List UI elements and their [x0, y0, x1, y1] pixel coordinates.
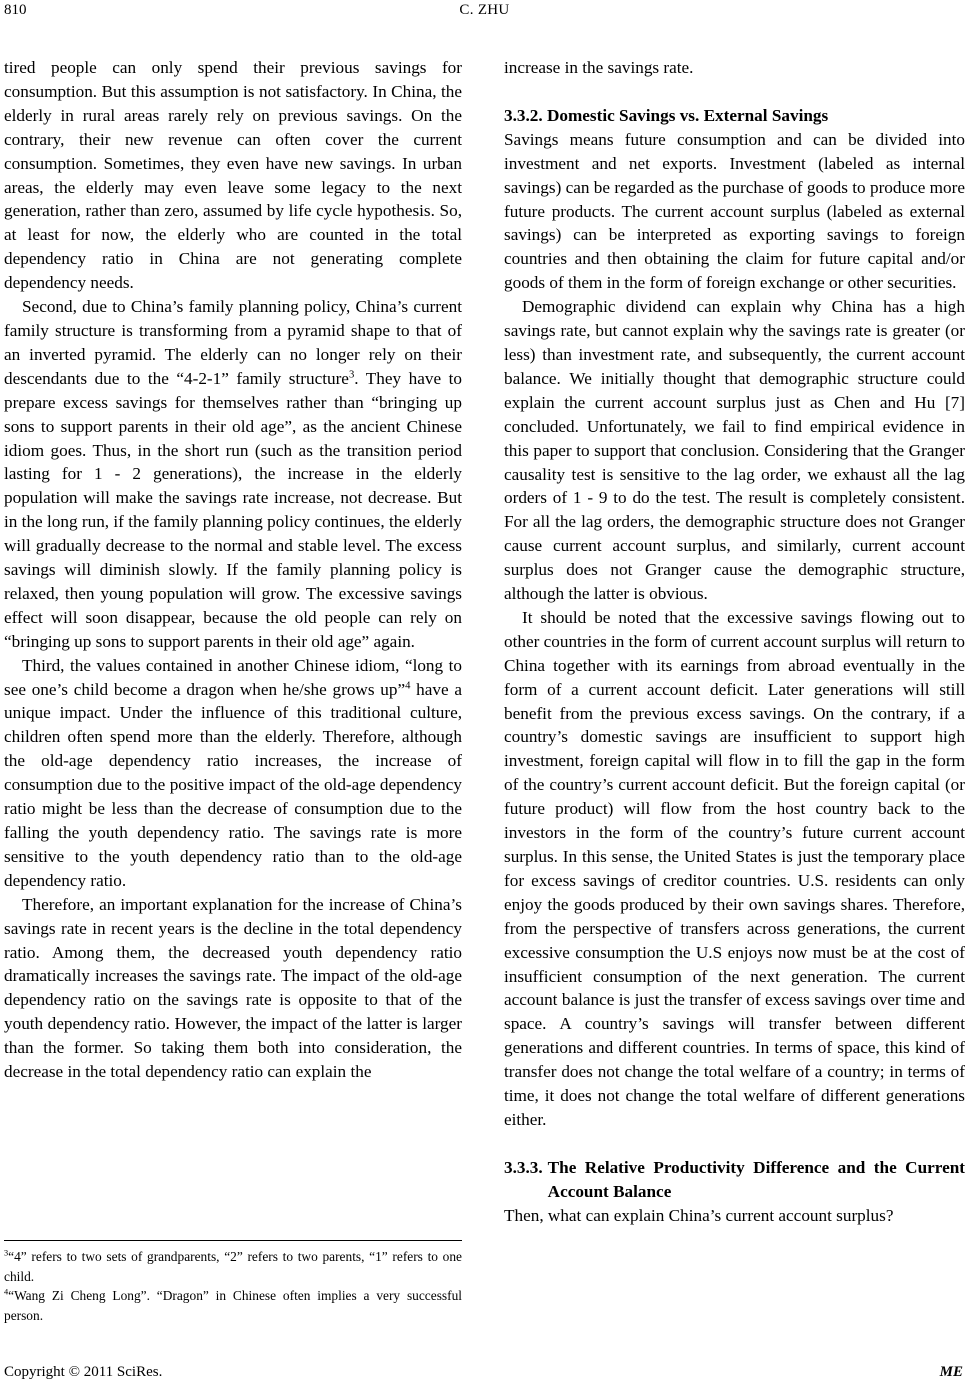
- section-heading-3-3-3: [504, 1156, 965, 1204]
- paragraph-text: Third, the values contained in another Chinese idiom, “long to see one’s child become a dragon when he/she grows up”: [4, 655, 462, 699]
- footnote-4-text: “Wang Zi Cheng Long”. “Dragon” in Chinese often implies a very successful person.: [4, 1288, 462, 1323]
- paragraph-savings: Savings means future consumption and can be divided into investment and net exports. Investment (labeled as internal savings) can be regarded as the purchase of goods to produce more future products. The current account surplus (labeled as external savings) can be interpreted as exporting savings to foreign countries and then obtaining the claim for future capital and/or goods of them in the form of foreign exchange or other securities.: [504, 129, 965, 293]
- paragraph-demographic: Demographic dividend can explain why China has a high savings rate, but cannot explain why the savings rate is greater (or less) than investment rate, and subsequently, the current account balance. We initially thought that demographic structure could explain the current account surplus just as Chen and Hu [7] concluded. Unfortunately, we fail to find empirical evidence in this paper to support that conclusion. Considering that the Granger causality test is sensitive to the lag order, we exhaust all the lag orders of 1 - 9 to do the test. The result is completely consistent. For all the lag orders, the demographic structure does not Granger cause current account surplus, and similarly, current account surplus does not Granger cause the demographic structure, although the latter is obvious.: [504, 297, 965, 604]
- footnote-marker-3: 3: [348, 369, 355, 381]
- journal-abbreviation: ME: [939, 1364, 963, 1380]
- paragraph-then: Then, what can explain China’s current account surplus?: [504, 1205, 894, 1225]
- paragraph-therefore: Therefore, an important explanation for the increase of China’s savings rate in recent years is the decline in the total dependency ratio. Among them, the decreased youth dependency ratio dramatically increases the savings rate. The impact of the old-age dependency ratio on the savings rate is opposite to that of the youth dependency ratio. However, the impact of the latter is larger than the former. So taking them both into consideration, the decrease in the total dependency ratio can explain the: [4, 894, 462, 1082]
- paragraph-text: Second, due to China’s family planning policy, China’s current family structure is transforming from a pyramid shape to that of an inverted pyramid. The elderly can no longer rely on their descendants due to the “4-2-1” family structure: [4, 297, 462, 388]
- section-heading-3-3-2: 3.3.2. Domestic Savings vs. External Savings: [504, 105, 829, 125]
- right-column: [504, 56, 965, 1228]
- footnote-marker-4: 4: [405, 679, 411, 691]
- footnotes: [4, 1247, 462, 1325]
- footnote-3: [4, 1247, 462, 1286]
- running-head: C. ZHU: [459, 2, 510, 18]
- paragraph-text: . They have to prepare excess savings for themselves rather than “bringing up sons to support parents in their old age”, as the ancient Chinese idiom goes. Thus, in the short run (such as the transition period lasting for 1 - 2 generations), the increase in the elderly population will make the savings rate increase, not decrease. But in the long run, if the family planning policy continues, the elderly will gradually decrease to the normal and stable level. The excess savings will diminish slowly. If the family planning policy is relaxed, then young population will grow. The excessive savings effect will soon disappear, because the old people can rely on “bringing up sons to support parents in their old age” again.: [4, 368, 462, 651]
- paragraph-continued: tired people can only spend their previous savings for consumption. But this assumption is not satisfactory. In China, the elderly in rural areas rarely rely on previous savings. On the contrary, their new revenue can often cover the current consumption. Sometimes, they even have new savings. In urban areas, the elderly may even leave some legacy to the next generation, rather than zero, assumed by life cycle hypothesis. So, at least for now, the elderly who are counted in the total dependency ratio in China are not generating complete dependency needs.: [4, 58, 462, 293]
- section-title: The Relative Productivity Difference and the Current Account Balance: [547, 1157, 965, 1201]
- page-number: 810: [4, 2, 27, 18]
- footnote-divider: [4, 1240, 462, 1241]
- paragraph-third: [4, 654, 462, 893]
- paragraph-text: have a unique impact. Under the influence of this traditional culture, children often spend more than the elderly. Therefore, although the old-age dependency ratio increases, the increase of consumption due to the positive impact of the old-age dependency ratio might be less than the decrease of consumption due to the falling the youth dependency ratio. The savings rate is more sensitive to the youth dependency ratio than to the old-age dependency ratio.: [4, 679, 462, 890]
- footnote-4-mark: 4: [4, 1287, 9, 1297]
- paragraph-excessive-savings: It should be noted that the excessive savings flowing out to other countries in the form of current account surplus will return to China together with its earnings from abroad eventually in the form of a current account deficit. Later generations will still benefit from the previous excess savings. On the contrary, if a country’s domestic savings are insufficient to support high investment, foreign capital will flow in to fill the gap in the form of the country’s current account deficit. But the foreign capital (or future product) will flow from the host country back to the investors in the form of the country’s future current account surplus. In this sense, the United States is just the temporary place for excess savings of creditor countries. U.S. residents can only enjoy the goods produced by their own savings shares. Therefore, from the perspective of transfers across generations, the current excessive consumption the U.S enjoys now must be at the cost of insufficient consumption of the next generation. The current account balance is just the transfer of excess savings over time and space. A country’s savings will transfer between different generations and different countries. In terms of space, this kind of transfer does not change the total welfare of a country; in terms of time, it does not change the total welfare of different generations either.: [504, 607, 965, 1129]
- footnote-3-mark: 3: [4, 1248, 9, 1258]
- left-column: [4, 56, 462, 1084]
- copyright-notice: Copyright © 2011 SciRes.: [4, 1364, 163, 1380]
- paragraph-second: [4, 295, 462, 654]
- footnote-3-text: “4” refers to two sets of grandparents, “2” refers to two parents, “1” refers to one child.: [4, 1249, 462, 1284]
- footnote-4: [4, 1286, 462, 1325]
- paragraph-continued: increase in the savings rate.: [504, 58, 694, 77]
- section-number: 3.3.3.: [504, 1157, 543, 1177]
